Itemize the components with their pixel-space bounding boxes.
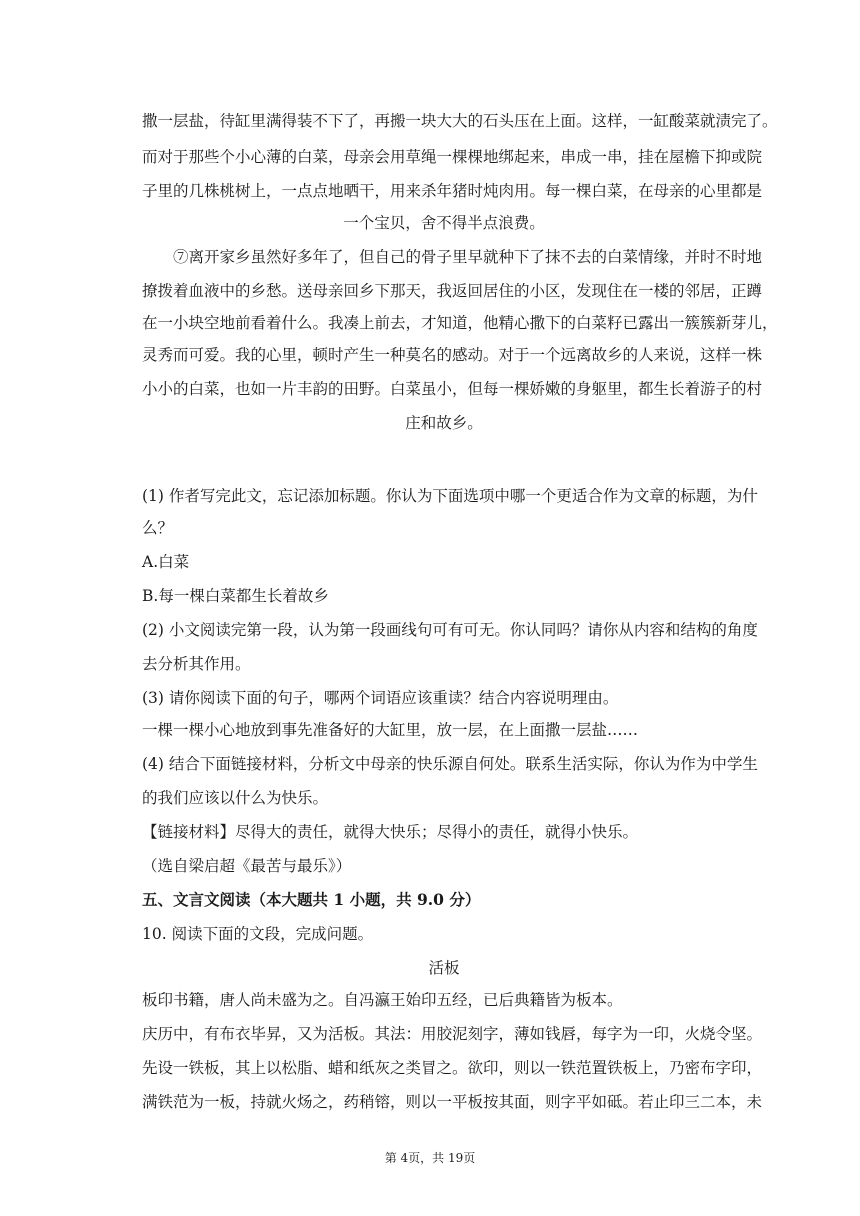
question-3-quote: 一棵一棵小心地放到事先准备好的大缸里，放一层，在上面撒一层盐……	[142, 721, 639, 739]
question-1-stem-cont: 么？	[142, 519, 174, 537]
question-1-stem: (1) 作者写完此文，忘记添加标题。你认为下面选项中哪一个更适合作为文章的标题，为什	[142, 487, 758, 505]
classical-text-title: 活板	[428, 959, 460, 977]
passage-line: 撒一层盐，待缸里满得装不下了，再搬一块大大的石头压在上面。这样，一缸酸菜就渍完了。	[142, 112, 778, 130]
question-1-option-b: B.每一棵白菜都生长着故乡	[142, 587, 329, 605]
section-heading: 五、文言文阅读（本大题共 1 小题，共 9.0 分）	[142, 890, 481, 909]
passage-line: 在一小块空地前看着什么。我凑上前去，才知道，他精心撒下的白菜籽已露出一簇簇新芽儿，	[142, 314, 778, 332]
question-1-option-a: A.白菜	[142, 553, 190, 571]
question-2-stem: (2) 小文阅读完第一段，认为第一段画线句可有可无。你认同吗？请你从内容和结构的角度	[142, 621, 758, 639]
classical-text-line: 庆历中，有布衣毕昇，又为活板。其法：用胶泥刻字，薄如钱唇，每字为一印，火烧令坚。	[142, 1025, 763, 1043]
passage-line: 一个宝贝，舍不得半点浪费。	[343, 214, 545, 232]
classical-text-line: 满铁范为一板，持就火炀之，药稍镕，则以一平板按其面，则字平如砥。若止印三二本，未	[142, 1093, 763, 1111]
question-3-stem: (3) 请你阅读下面的句子，哪两个词语应该重读？结合内容说明理由。	[142, 689, 619, 707]
passage-line: 撩拨着血液中的乡愁。送母亲回乡下那天，我返回居住的小区，发现住在一楼的邻居，正蹲	[142, 282, 763, 300]
question-4-material: 【链接材料】尽得大的责任，就得大快乐；尽得小的责任，就得小快乐。	[142, 823, 639, 841]
passage-line: 子里的几株桃树上，一点点地晒干，用来杀年猪时炖肉用。每一棵白菜，在母亲的心里都是	[142, 182, 763, 200]
page-footer: 第 4页，共 19页	[384, 1151, 476, 1165]
question-4-source: （选自梁启超《最苦与最乐》）	[142, 857, 352, 875]
passage-line: 而对于那些个小心薄的白菜，母亲会用草绳一棵棵地绑起来，串成一串，挂在屋檐下抑或院	[142, 148, 763, 166]
question-2-stem-cont: 去分析其作用。	[142, 655, 251, 673]
passage-line: 灵秀而可爱。我的心里，顿时产生一种莫名的感动。对于一个远离故乡的人来说，这样一株	[142, 346, 763, 364]
question-4-stem-cont: 的我们应该以什么为快乐。	[142, 789, 329, 807]
passage-line: ⑦离开家乡虽然好多年了，但自己的骨子里早就种下了抹不去的白菜情缘，并时不时地	[173, 248, 763, 266]
classical-text-line: 板印书籍，唐人尚未盛为之。自冯瀛王始印五经，已后典籍皆为板本。	[142, 991, 623, 1009]
question-4-stem: (4) 结合下面链接材料，分析文中母亲的快乐源自何处。联系生活实际，你认为作为中学生	[142, 755, 758, 773]
passage-line: 小小的白菜，也如一片丰韵的田野。白菜虽小，但每一棵娇嫩的身躯里，都生长着游子的村	[142, 380, 763, 398]
classical-text-line: 先设一铁板，其上以松脂、蜡和纸灰之类冒之。欲印，则以一铁范置铁板上，乃密布字印，	[142, 1059, 763, 1077]
question-10-stem: 10. 阅读下面的文段，完成问题。	[142, 925, 374, 943]
passage-line: 庄和故乡。	[405, 414, 483, 432]
